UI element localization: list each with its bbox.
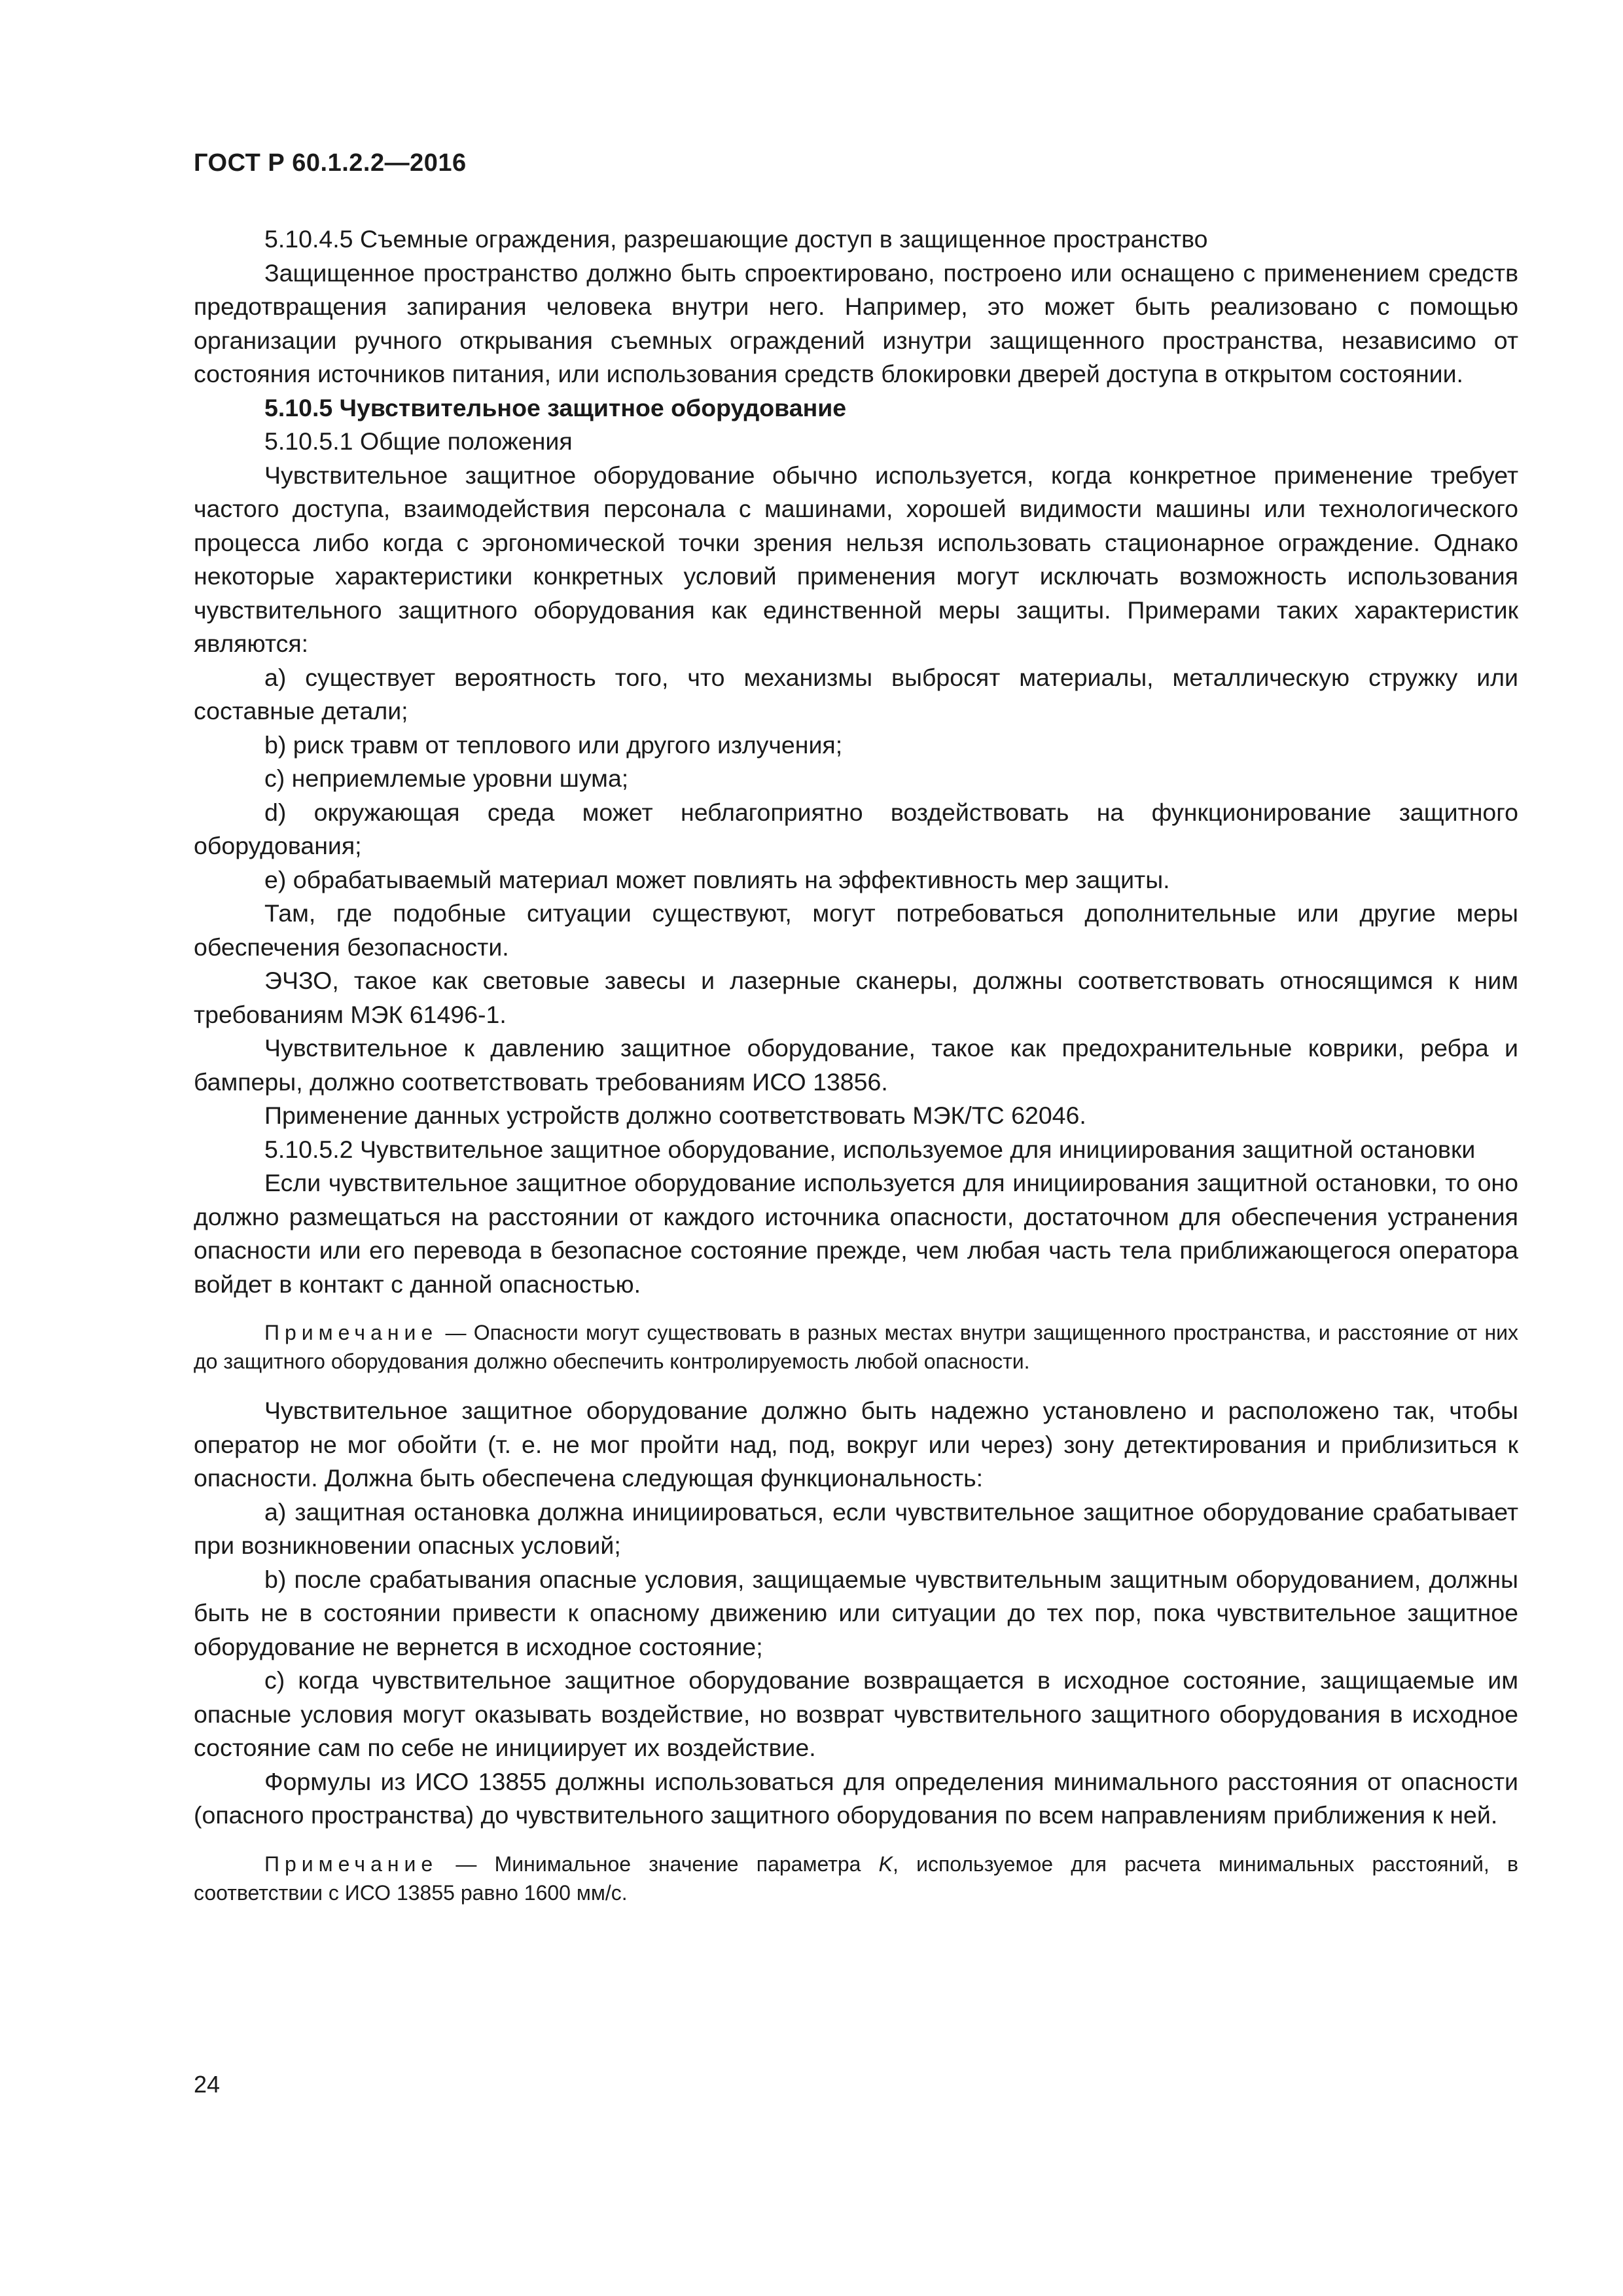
note-text: — Опасности могут существовать в разных местах внутри защищенного пространства, и расстояние от них до защитного оборудования должно обеспечить контролируемость любой опасности. — [194, 1321, 1518, 1373]
list-item: d) окружающая среда может неблагоприятно воздействовать на функционирование защитного оборудования; — [194, 798, 1518, 859]
note-label: Примечание — [264, 1321, 438, 1344]
standard-header: ГОСТ Р 60.1.2.2—2016 — [194, 149, 467, 177]
main-text — [194, 223, 1518, 1926]
paragraph: Защищенное пространство должно быть спроектировано, построено или оснащено с применением средств предотвращения запирания человека внутри него. Например, это может быть реализовано с помощью организации ручного открывания съемных ограждений изнутри защищенного пространства, независимо от состояния источников питания, или использования средств блокировки дверей доступа в открытом состоянии. — [194, 259, 1518, 387]
list-item: c) неприемлемые уровни шума; — [264, 764, 629, 792]
note-1 — [194, 1318, 1518, 1376]
paragraph: Там, где подобные ситуации существуют, могут потребоваться дополнительные или другие меры обеспечения безопасности. — [194, 899, 1518, 961]
list-item: e) обрабатываемый материал может повлиять на эффективность мер защиты. — [264, 865, 1170, 893]
paragraph: Чувствительное к давлению защитное оборудование, такое как предохранительные коврики, ребра и бамперы, должно соответствовать требованиям ИСО 13856. — [194, 1034, 1518, 1096]
note-2 — [194, 1850, 1518, 1907]
note-text: — Минимальное значение параметра — [438, 1852, 879, 1876]
list-item: b) после срабатывания опасные условия, защищаемые чувствительным защитным оборудованием, должны быть не в состоянии привести к опасному движению или ситуации до тех пор, пока чувствительное защитное оборудование не вернется в исходное состояние; — [194, 1565, 1518, 1660]
list-item: c) когда чувствительное защитное оборудование возвращается в исходное состояние, защищаемые им опасные условия могут оказывать воздействие, но возврат чувствительного защитного оборудования в исходное состояние сам по себе не инициирует их воздействие. — [194, 1666, 1518, 1761]
list-item: a) защитная остановка должна инициироваться, если чувствительное защитное оборудование срабатывает при возникновении опасных условий; — [194, 1498, 1518, 1559]
paragraph: Если чувствительное защитное оборудование используется для инициирования защитной остановки, то оно должно размещаться на расстоянии от каждого источника опасности, достаточном для обеспечения устранения опасности или его перевода в безопасное состояние прежде, чем любая часть тела приближающегося оператора войдет в контакт с данной опасностью. — [194, 1169, 1518, 1298]
paragraph: ЭЧЗО, такое как световые завесы и лазерные сканеры, должны соответствовать относящимся к ним требованиям МЭК 61496-1. — [194, 967, 1518, 1028]
clause-5-10-5-2-title: 5.10.5.2 Чувствительное защитное оборудование, используемое для инициирования защитной остановки — [264, 1135, 1476, 1163]
section-heading-5-10-5: 5.10.5 Чувствительное защитное оборудование — [264, 393, 847, 422]
list-item: b) риск травм от теплового или другого излучения; — [264, 730, 843, 759]
paragraph: Чувствительное защитное оборудование должно быть надежно установлено и расположено так, чтобы оператор не мог обойти (т. е. не мог пройти над, под, вокруг или через) зону детектирования и приблизиться к опасности. Должна быть обеспечена следующая функциональность: — [194, 1397, 1518, 1492]
page-number: 24 — [194, 2071, 221, 2098]
clause-5-10-5-1-title: 5.10.5.1 Общие положения — [264, 427, 573, 455]
list-item: a) существует вероятность того, что механизмы выбросят материалы, металлическую стружку или составные детали; — [194, 663, 1518, 725]
paragraph: Применение данных устройств должно соответствовать МЭК/ТС 62046. — [264, 1102, 1086, 1129]
note-text: , используемое для расчета минимальных расстояний, в соответствии с ИСО 13855 равно 1600 мм/с. — [194, 1852, 1519, 1905]
paragraph: Чувствительное защитное оборудование обычно используется, когда конкретное применение требует частого доступа, взаимодействия персонала с машинами, хорошей видимости машины или технологического процесса либо когда с эргономической точки зрения нельзя использовать стационарное ограждение. Однако некоторые характеристики конкретных условий применения могут исключать возможность использования чувствительного защитного оборудования как единственной меры защиты. Примерами таких характеристик являются: — [194, 461, 1518, 657]
clause-5-10-4-5-title: 5.10.4.5 Съемные ограждения, разрешающие доступ в защищенное пространство — [264, 225, 1208, 253]
note-label: Примечание — [264, 1852, 438, 1876]
paragraph: Формулы из ИСО 13855 должны использоваться для определения минимального расстояния от опасности (опасного пространства) до чувствительного защитного оборудования по всем направлениям приближения к ней. — [194, 1767, 1518, 1829]
parameter-k: K — [878, 1852, 893, 1876]
